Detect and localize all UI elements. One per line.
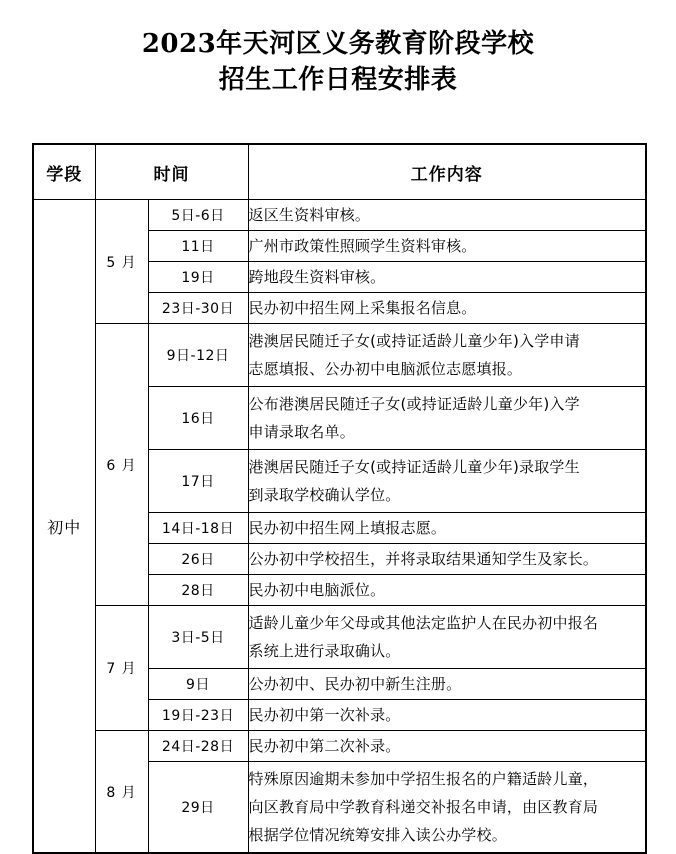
page-title-line-1: 2023年天河区义务教育阶段学校 [141, 29, 535, 59]
work-content-cell [248, 762, 646, 854]
month-cell: 6 月 [95, 324, 148, 606]
work-content-cell [248, 669, 646, 700]
page-title-line-2: 招生工作日程安排表 [218, 65, 458, 95]
work-content-cell [248, 731, 646, 762]
schedule-table-container [32, 143, 645, 854]
day-cell: 28日 [148, 575, 248, 606]
work-content-cell [248, 700, 646, 731]
work-content-cell [248, 324, 646, 387]
work-content-line: 港澳居民随迁子女(或持证适龄儿童少年)录取学生 [248, 458, 580, 476]
stage-cell: 初中 [33, 200, 95, 854]
work-content-cell [248, 293, 646, 324]
day-cell: 16日 [148, 387, 248, 450]
work-content-line: 根据学位情况统筹安排入读公办学校。 [248, 826, 507, 844]
day-cell: 17日 [148, 450, 248, 513]
work-content-cell [248, 262, 646, 293]
table-header-row [33, 144, 646, 200]
work-content-cell [248, 387, 646, 450]
day-cell: 19日 [148, 262, 248, 293]
work-content-line: 跨地段生资料审核。 [248, 268, 386, 286]
day-cell: 23日-30日 [148, 293, 248, 324]
work-content-line: 公布港澳居民随迁子女(或持证适龄儿童少年)入学 [248, 395, 580, 413]
day-cell: 26日 [148, 544, 248, 575]
work-content-line: 到录取学校确认学位。 [248, 486, 401, 504]
month-cell: 7 月 [95, 606, 148, 731]
table-body [33, 200, 646, 854]
day-cell: 5日-6日 [148, 200, 248, 231]
work-content-cell [248, 575, 646, 606]
work-content-line: 申请录取名单。 [248, 423, 355, 441]
day-cell: 14日-18日 [148, 513, 248, 544]
work-content-line: 志愿填报、公办初中电脑派位志愿填报。 [248, 360, 523, 378]
work-content-cell [248, 513, 646, 544]
page-title [0, 26, 676, 98]
day-cell: 24日-28日 [148, 731, 248, 762]
month-cell: 8 月 [95, 731, 148, 854]
work-content-line: 公办初中、民办初中新生注册。 [248, 675, 462, 693]
work-content-cell [248, 544, 646, 575]
work-content-line: 特殊原因逾期未参加中学招生报名的户籍适龄儿童， [248, 770, 599, 788]
work-content-line: 适龄儿童少年父母或其他法定监护人在民办初中报名 [248, 614, 599, 632]
work-content-line: 民办初中电脑派位。 [248, 581, 386, 599]
work-content-cell [248, 450, 646, 513]
table-row [33, 200, 646, 231]
day-cell: 19日-23日 [148, 700, 248, 731]
day-cell: 9日-12日 [148, 324, 248, 387]
schedule-table [32, 143, 647, 854]
work-content-line: 港澳居民随迁子女(或持证适龄儿童少年)入学申请 [248, 332, 580, 350]
work-content-line: 民办初中第二次补录。 [248, 737, 401, 755]
work-content-line: 民办初中招生网上填报志愿。 [248, 519, 447, 537]
column-header-stage: 学段 [33, 144, 95, 200]
column-header-time: 时间 [95, 144, 248, 200]
work-content-cell [248, 231, 646, 262]
table-header [33, 144, 646, 200]
day-cell: 3日-5日 [148, 606, 248, 669]
work-content-line: 民办初中第一次补录。 [248, 706, 401, 724]
work-content-line: 民办初中招生网上采集报名信息。 [248, 299, 477, 317]
work-content-line: 向区教育局中学教育科递交补报名申请，由区教育局 [248, 798, 599, 816]
work-content-line: 返区生资料审核。 [248, 206, 371, 224]
work-content-line: 公办初中学校招生，并将录取结果通知学生及家长。 [248, 550, 599, 568]
table-row [33, 324, 646, 387]
day-cell: 9日 [148, 669, 248, 700]
day-cell: 11日 [148, 231, 248, 262]
table-row [33, 606, 646, 669]
work-content-line: 广州市政策性照顾学生资料审核。 [248, 237, 477, 255]
table-row [33, 731, 646, 762]
column-header-work: 工作内容 [248, 144, 646, 200]
work-content-cell [248, 200, 646, 231]
work-content-line: 系统上进行录取确认。 [248, 642, 401, 660]
work-content-cell [248, 606, 646, 669]
month-cell: 5 月 [95, 200, 148, 324]
day-cell: 29日 [148, 762, 248, 854]
